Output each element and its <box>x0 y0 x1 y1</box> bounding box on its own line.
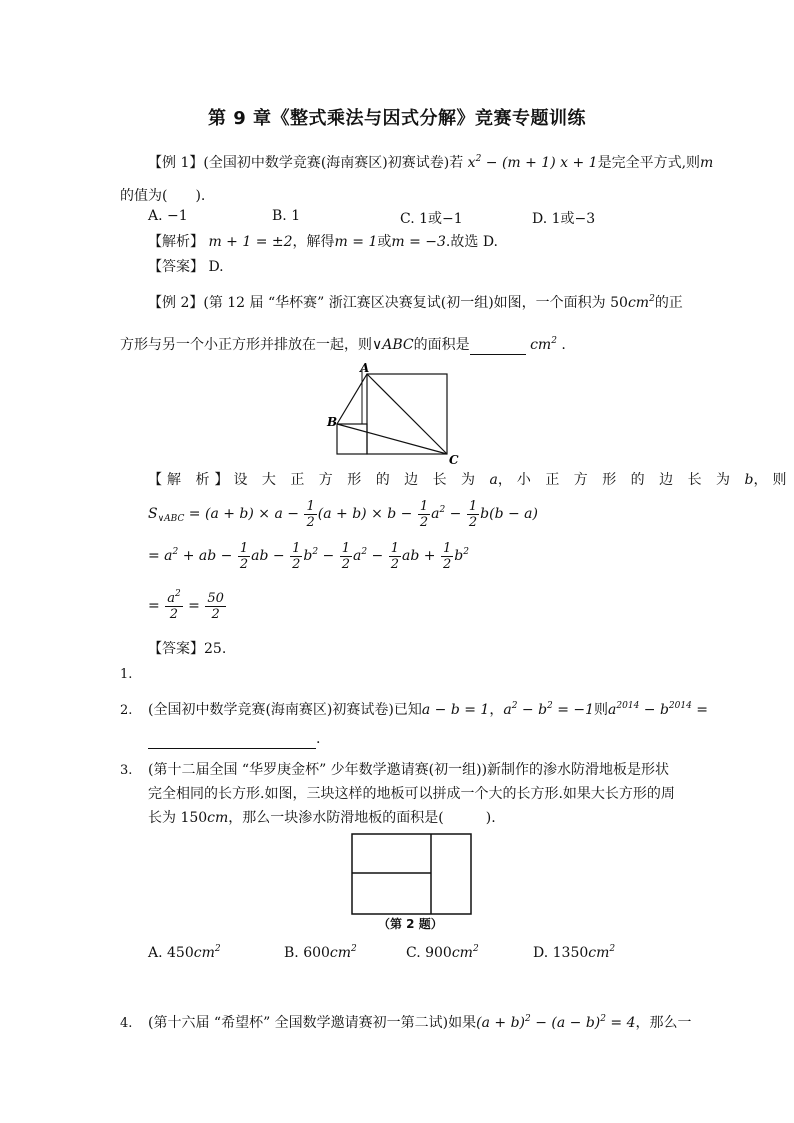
formula-line-3: = $\frac{a^2}{2}$ = $\frac{50}{2}$ <box>148 588 224 622</box>
question-2-number: 2. <box>120 703 133 718</box>
example-2-analysis <box>148 470 791 490</box>
example-2-figure <box>324 360 460 468</box>
example-2-blank <box>470 334 526 355</box>
question-3-option-d: D. $1350cm^2$ <box>533 944 616 961</box>
page-title: 第 9 章《整式乘法与因式分解》竞赛专题训练 <box>207 108 587 129</box>
example-1-option-d: D. 1或−3 <box>532 211 596 227</box>
example-1-answer-value: D. <box>208 259 224 275</box>
question-2-eq2: $a^2 - b^2 = -1$ <box>503 701 595 718</box>
question-2-blank-line: . <box>148 728 320 749</box>
example-2-answer-value: 25. <box>204 641 227 657</box>
example-1-analysis-end: .故选 D. <box>445 234 498 250</box>
outer-rectangle <box>352 834 471 914</box>
question-3-figure <box>350 832 474 916</box>
example-1-tag: 【例 1】 <box>148 155 204 171</box>
example-1-analysis: 【解析】 m + 1 = ±2，解得m = 1或m = −3.故选 D. <box>148 234 498 250</box>
example-2-text-end: 的正 <box>654 295 683 311</box>
label-b: B <box>327 415 338 429</box>
example-2-answer <box>148 639 226 659</box>
question-4-text: (第十六届 “希望杯” 全国数学邀请赛初一第二试)如果$(a + b)^2 - (a - b)^2 = 4$，那么一 <box>148 1014 692 1031</box>
var-a: a <box>489 472 498 488</box>
question-3-line2: 完全相同的长方形.如图，三块这样的地板可以拼成一个大的长方形.如果大长方形的周 <box>148 786 675 802</box>
question-3-option-c: C. $900cm^2$ <box>406 944 479 961</box>
example-2-analysis-mid: ，小 正 方 形 的 边 长 为 <box>497 472 745 488</box>
example-2-triangle: ∨ABC <box>372 337 414 353</box>
example-2-answer-tag: 【答案】 <box>148 641 204 657</box>
example-1-option-c: C. 1或−1 <box>400 211 463 227</box>
question-3-line1: (第十二届全国 “华罗庚金杯” 少年数学邀请赛(初一组))新制作的渗水防滑地板是形状 <box>148 762 670 778</box>
example-2-line2: 方形与另一个小正方形并排放在一起，则∨ABC的面积是 $cm^2$ . <box>120 336 566 353</box>
example-2-analysis-end: ，则 <box>753 472 792 488</box>
example-1-answer <box>148 257 224 277</box>
example-2-analysis-tag: 【解 析】 <box>148 472 234 488</box>
example-1-option-a: A. −1 <box>148 208 188 224</box>
example-1-var: m <box>700 155 714 171</box>
example-1-analysis-text: 解得 <box>306 234 335 250</box>
example-1-expression: $x^2 - (m + 1) x + 1$ <box>467 154 598 171</box>
question-3-number: 3. <box>120 763 133 778</box>
example-2-line2-text: 方形与另一个小正方形并排放在一起，则 <box>120 337 372 353</box>
example-2-unit-2: $cm^2$ <box>530 336 557 353</box>
question-3-option-a: A. $450cm^2$ <box>148 944 221 961</box>
example-1-analysis-eq3: m = −3 <box>391 234 446 250</box>
example-2-text: (第 12 届 “华杯赛” 浙江赛区决赛复试(初一组)如图，一个面积为 50 <box>203 295 628 311</box>
question-3-option-b: B. $600cm^2$ <box>284 944 357 961</box>
question-4-number: 4. <box>120 1016 133 1031</box>
example-2-line2-mid: 的面积是 <box>413 337 470 353</box>
example-1-analysis-eq2: m = 1 <box>334 234 378 250</box>
example-2-analysis-text: 设 大 正 方 形 的 边 长 为 <box>233 472 490 488</box>
question-3-unit: cm <box>207 810 229 826</box>
example-1-analysis-eq1: m + 1 = ±2 <box>208 234 293 250</box>
example-1-answer-tag: 【答案】 <box>148 259 204 275</box>
question-3-caption: （第 2 题） <box>378 917 443 931</box>
example-2-question <box>148 293 683 313</box>
formula-line-1: $S_{\vee ABC} = (a + b) \times a$ − $\frac{1}{2}$ (a + b) × b − $\frac{1}{2}$ $a^2$ − $\frac{1}{2}$ b(b − a) <box>148 498 538 530</box>
question-2-eq1: a − b = 1 <box>421 702 490 718</box>
var-b: b <box>744 472 754 488</box>
question-2-eq3: $a^{2014} - b^{2014}$ = <box>608 701 708 718</box>
example-2-tag: 【例 2】 <box>148 295 204 311</box>
example-1-line2: 的值为( ). <box>120 188 206 204</box>
formula-line-2: = $a^2$ + ab − $\frac{1}{2}$ ab − $\frac{1}{2}$ $b^2$ − $\frac{1}{2}$ $a^2$ − $\frac{1}{2}$ ab + $\frac{1}{2}$ $b^2$ <box>148 540 469 572</box>
example-1-expression-tail: 是完全平方式,则 <box>597 155 701 171</box>
question-1-number: 1. <box>120 667 133 682</box>
segment-bc <box>337 424 447 454</box>
example-1-analysis-tag: 【解析】 <box>148 234 204 250</box>
question-4-eq: $(a + b)^2 - (a - b)^2 = 4$ <box>476 1014 636 1031</box>
question-2-blank <box>148 728 316 749</box>
label-a: A <box>360 361 370 375</box>
segment-ac <box>367 374 447 454</box>
example-1-option-b: B. 1 <box>272 208 301 224</box>
label-c: C <box>449 453 459 467</box>
example-2-unit-1: $cm^2$ <box>627 294 655 311</box>
question-3-line3: 长为 150cm，那么一块渗水防滑地板的面积是( ). <box>148 810 496 826</box>
example-1-question <box>148 153 713 173</box>
example-1-text: (全国初中数学竞赛(海南赛区)初赛试卷)若 <box>203 155 464 171</box>
question-2-text: (全国初中数学竞赛(海南赛区)初赛试卷)已知a − b = 1，$a^2 - b^2 = -1$则$a^{2014} - b^{2014}$ = <box>148 701 708 718</box>
